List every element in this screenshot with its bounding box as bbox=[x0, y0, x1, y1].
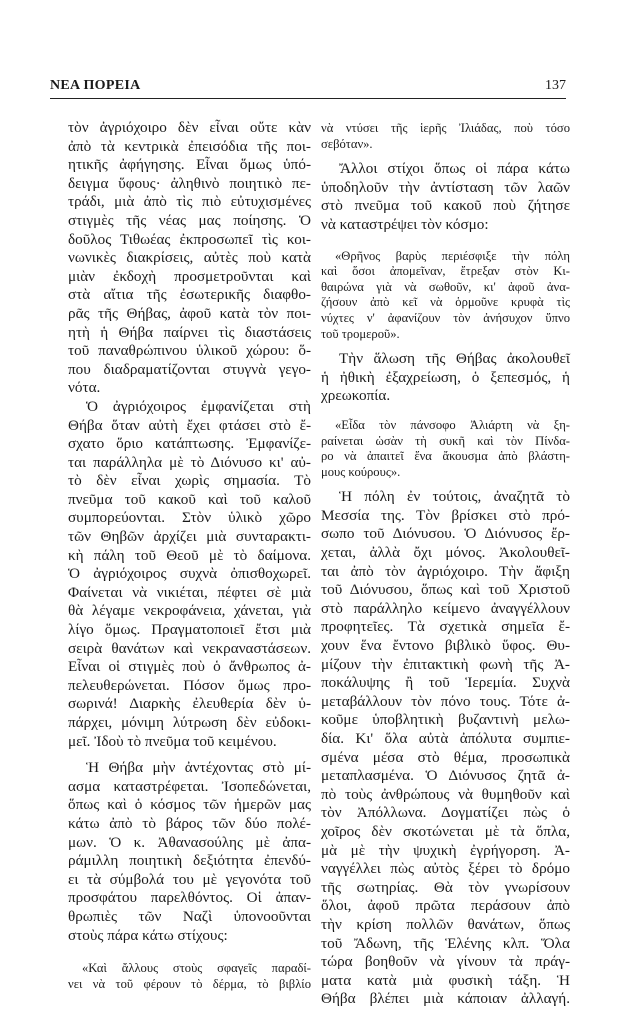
block-quote bbox=[321, 121, 570, 152]
text-line: Ἡ πόλη ἐν τούτοις, ἀναζητᾶ τὸ bbox=[339, 488, 570, 506]
paragraph-gap bbox=[68, 751, 311, 759]
text-line: χεται, ἀλλὰ ὄχι μόνος. Ἀκολουθεῖ- bbox=[321, 544, 570, 562]
text-line: θαιρώνα γιὰ νὰ σωθοῦν, κι' ἀφοῦ ἀνα- bbox=[321, 279, 570, 294]
paragraph bbox=[321, 350, 570, 406]
text-line: δειγμα ὕφους· ἀληθινὸ ποιητικὸ πε- bbox=[68, 174, 311, 192]
text-line: Ὁ ἀγριόχοιρος ἐμφανίζεται στὴ bbox=[86, 397, 311, 415]
text-line: σμένα μέσα στὸ θέμα, προσωπικὰ bbox=[321, 748, 570, 766]
text-line: μεταπλασμένα. Ὁ Διόνυσος ζητᾶ ἀ- bbox=[321, 767, 570, 785]
page-number: 137 bbox=[545, 78, 566, 93]
paragraph bbox=[321, 488, 570, 1009]
text-line: σειρὰ θανάτων καὶ νεκραναστάσεων. bbox=[68, 639, 311, 657]
text-line: προφητεῖες. Τὰ σχετικὰ σημεῖα ἔ- bbox=[321, 618, 570, 636]
text-line: «Καὶ ἄλλους στοὺς σφαγεῖς παραδί- bbox=[82, 961, 311, 976]
text-line: προσφάτου παρελθόντος. Οἱ ἀπαν- bbox=[68, 889, 311, 907]
text-line: Μεσσία της. Τὸν βρίσκει στὸ πρό- bbox=[321, 506, 570, 524]
text-line: στοὺς πάρα κάτω στίχους: bbox=[68, 926, 228, 944]
text-line: κὴ πάλη τοῦ Θεοῦ μὲ τὸ δαίμονα. bbox=[68, 546, 311, 564]
text-line: καὶ ὅσοι ἀπομεῖναν, ἔτρεξαν στὸν Κι- bbox=[321, 264, 570, 279]
text-line: θρωπιὲς τῶν Ναζὶ ὑπονοοῦνται bbox=[68, 907, 311, 925]
text-line: ὑποδηλοῦν τὴν ἀντίσταση τῶν λαῶν bbox=[321, 178, 570, 196]
text-line: σεβόταν». bbox=[321, 136, 373, 151]
running-title: ΝΕΑ ΠΟΡΕΙΑ bbox=[50, 78, 141, 93]
left-column bbox=[68, 119, 311, 1000]
text-line: τὸν Ἀπόλλωνα. Δογματίζει πὼς ὁ bbox=[321, 804, 570, 822]
text-line: χουν ἕνα ἔντονο βιβλικὸ ὕφος. Θυ- bbox=[321, 637, 570, 655]
text-line: «Θρῆνος βαρὺς περιέσφιξε τὴν πόλη bbox=[335, 248, 570, 263]
text-line: τοῦ τρομεροῦ». bbox=[321, 326, 400, 341]
text-line: μεταβάλλουν τὸν πόνο τους. Τότε ἀ- bbox=[321, 692, 570, 710]
text-line: μους κούρους». bbox=[321, 464, 401, 479]
text-line: τὸ δὲν εἶναι χωρὶς σημασία. Τὸ bbox=[68, 472, 311, 490]
text-line: ἀπὸ τὰ κεντρικὰ ἐπεισόδια τῆς ποι- bbox=[68, 137, 311, 155]
text-line: ὅλοι, ἀφοῦ πρῶτα περάσουν ἀπὸ bbox=[321, 897, 570, 915]
text-line: μίζουν τὴν ἐπιτακτικὴ φωνὴ τῆς Ἀ- bbox=[321, 655, 570, 673]
block-quote bbox=[68, 961, 311, 992]
text-line: νωνικὲς διακρίσεις, αὐτὲς ποὺ κατὰ bbox=[68, 249, 311, 267]
text-line: Θήβα ὅταν αὐτὴ ἔχει φτάσει στὸ ἔ- bbox=[68, 416, 311, 434]
text-line: Φαίνεται νὰ νικιέται, πέφτει σὲ μιὰ bbox=[68, 583, 311, 601]
running-header bbox=[50, 78, 566, 99]
text-line: σωρινά! Διαρκὴς ἐλευθερία δὲν ὑ- bbox=[68, 695, 311, 713]
text-line: τοῦ Διόνυσου, ὅπως καὶ τοῦ Χριστοῦ bbox=[321, 581, 570, 599]
text-line: τῆς σωτηρίας. Θὰ τὸν γνωρίσουν bbox=[321, 878, 570, 896]
block-quote bbox=[321, 249, 570, 343]
text-line: Τὴν ἅλωση τῆς Θήβας ἀκολουθεῖ bbox=[339, 350, 570, 368]
text-line: κάτω ἀπὸ τὸ βάρος τῶν δύο πολέ- bbox=[68, 814, 311, 832]
text-line: πὸ τοὺς ἀνθρώπους νὰ θυμηθοῦν καὶ bbox=[321, 785, 570, 803]
text-line: Θήβα βλέπει μιὰ κάποιαν ἀλλαγή. bbox=[321, 990, 570, 1008]
text-line: στὸ παράλληλο κείμενο ἀναγγέλλουν bbox=[321, 599, 570, 617]
paragraph bbox=[68, 759, 311, 945]
text-line: τοῦ Ἄδωνη, τῆς Ἑλένης κλπ. Ὅλα bbox=[321, 934, 570, 952]
text-line: τώρα βοηθοῦν νὰ γίνουν τὰ πράγ- bbox=[321, 953, 570, 971]
text-line: ζήσουν ἀπὸ κεῖ νὰ ὁρμοῦνε κρυφὰ τὶς bbox=[321, 295, 570, 310]
text-line: τὴν κρίση πολλῶν θανάτων, ὅπως bbox=[321, 915, 570, 933]
text-line: τοῦ παναθρώπινου ὑλικοῦ χώρου: ὅ- bbox=[68, 342, 311, 360]
text-line: στὰ αἴτια τῆς ἐσωτερικῆς διαφθο- bbox=[68, 286, 311, 304]
text-line: τὸν ἀγριόχοιρο δὲν εἶναι οὔτε κὰν bbox=[68, 119, 311, 136]
text-line: ναγγέλλει πὼς αὐτὸς ξέρει τὸ δρόμο bbox=[321, 860, 570, 878]
text-line: θὰ λέγαμε νεκροφάνεια, χάνεται, γιὰ bbox=[68, 602, 311, 620]
text-line: ει τὰ σύμβολά του μὲ γεγονότα τοῦ bbox=[68, 870, 311, 888]
text-line: μεῖ. Ἰδοὺ τὸ πνεῦμα τοῦ κειμένου. bbox=[68, 732, 277, 750]
text-line: ρο νὰ ἀπαιτεῖ ἕνα ἄκουσμα ἀπὸ βλάστη- bbox=[321, 449, 570, 464]
paragraph bbox=[68, 119, 311, 398]
text-line: Εἶναι οἱ στιγμὲς ποὺ ὁ ἄνθρωπος ἀ- bbox=[68, 658, 311, 676]
text-line: Ὁ ἀγριόχοιρος συχνὰ ὀπισθοχωρεῖ. bbox=[68, 565, 311, 583]
text-line: σχατο ὅριο κατάπτωσης. Ἐμφανίζε- bbox=[68, 435, 311, 453]
text-line: νει νὰ τοῦ φέρουν τὸ δέρμα, τὸ βιβλίο bbox=[68, 976, 311, 991]
text-line: πνεῦμα τοῦ κακοῦ καὶ τοῦ καλοῦ bbox=[68, 490, 311, 508]
text-line: πελευθερώνεται. Πόσον ὅμως προ- bbox=[68, 676, 311, 694]
text-line: τῶν Θηβῶν ἀρχίζει μιὰ συνταρακτι- bbox=[68, 528, 311, 546]
text-line: στιγμὲς τῆς νέας μας ποίησης. Ὁ bbox=[68, 211, 311, 229]
text-line: ράμιλλη ποιητικὴ δεξιότητα ἐπενδύ- bbox=[68, 852, 311, 870]
text-line: ται παράλληλα μὲ τὸ Διόνυσο κι' αὐ- bbox=[68, 453, 311, 471]
text-line: χοῖρος δὲν σκοτώνεται μὲ τὰ ὅπλα, bbox=[321, 822, 570, 840]
text-line: ρᾶς τῆς Θήβας, ἀφοῦ κατὰ τὸν ποι- bbox=[68, 304, 311, 322]
text-line: «Εἶδα τὸν πάνσοφο Ἀλιάρτη νὰ ξη- bbox=[335, 417, 570, 432]
text-line: ραίνεται ὡσὰν τὴ συκῆ καὶ τὸν Πίνδα- bbox=[321, 433, 570, 448]
text-line: λίγο ὅμως. Πραγματοποιεῖ ἔτσι μιὰ bbox=[68, 621, 311, 639]
text-line: ητικῆς ἀφήγησης. Εἶναι ὅμως ὑπό- bbox=[68, 156, 311, 174]
block-quote bbox=[321, 418, 570, 480]
text-line: που διαδραματίζονται στυγνὰ γεγο- bbox=[68, 360, 311, 378]
text-line: στὸ πνεῦμα τοῦ κακοῦ ποὺ ζήτησε bbox=[321, 197, 570, 215]
text-line: συμπορεύονται. Στὸν ὑλικὸ χῶρο bbox=[68, 509, 311, 527]
text-line: δοῦλος Τιθωέας ἐκπροσωπεῖ τὶς κοι- bbox=[68, 230, 311, 248]
text-line: Ἄλλοι στίχοι ὅπως οἱ πάρα κάτω bbox=[339, 160, 570, 178]
text-line: Ἡ Θήβα μὴν ἀντέχοντας στὸ μί- bbox=[86, 759, 311, 777]
text-line: νύχτες ν' ἀφανίζουν τὸν ἀνήσυχον ὕπνο bbox=[321, 310, 570, 325]
text-line: μὰ μὲ τὴν ψυχικὴ ἐγρήγορση. Ἀ- bbox=[321, 841, 570, 859]
text-line: νὰ καταστρέψει τὸν κόσμο: bbox=[321, 215, 489, 233]
text-line: ασμα καταστρέφεται. Ἰσοπεδώνεται, bbox=[68, 777, 311, 795]
text-line: ὅπως καὶ ὁ κόσμος τῶν ἡμερῶν μας bbox=[68, 796, 311, 814]
text-line: δία. Κι' ὅλα αὐτὰ ἀπόλυτα συμπιε- bbox=[321, 730, 570, 747]
right-column bbox=[321, 119, 570, 1009]
text-line: μιὰν ἐκδοχὴ προσμετροῦνται καὶ bbox=[68, 267, 311, 285]
text-line: ματα κατὰ μιὰ φυσικὴ τάξη. Ἡ bbox=[321, 971, 570, 989]
text-line: τράδι, μιὰ ἀπὸ τὶς πιὸ εὐτυχισμένες bbox=[68, 193, 311, 211]
text-line: νὰ ντύσει τῆς ἱερῆς Ἰλιάδας, ποὺ τόσο bbox=[321, 121, 570, 135]
text-line: νότα. bbox=[68, 379, 101, 397]
text-line: πάρχει, μόνιμη λύτρωση δὲν εὐδοκι- bbox=[68, 714, 311, 731]
text-line: σωπο τοῦ Διόνυσου. Ὁ Διόνυσος ἔρ- bbox=[321, 525, 570, 543]
text-line: ποκάλυψης ἢ τοῦ Ἱερεμία. Συχνὰ bbox=[321, 674, 570, 692]
text-line: ται ἀπὸ τὸν ἀγριόχοιρο. Τὴν ἄφιξη bbox=[321, 562, 570, 580]
paragraph bbox=[68, 398, 311, 751]
text-line: μων. Ὁ κ. Ἀθανασούλης μὲ ἀπα- bbox=[68, 833, 311, 851]
paragraph bbox=[321, 160, 570, 234]
text-line: χρεωκοπία. bbox=[321, 387, 391, 405]
text-line: ἡ ἠθικὴ ἐξαχρείωση, ὁ ξεπεσμός, ἡ bbox=[321, 368, 570, 386]
text-line: κοῦμε ὑποβλητικὴ βυζαντινὴ μελω- bbox=[321, 711, 570, 729]
text-line: ητὴ ἡ Θήβα παίρνει τὶς διαστάσεις bbox=[68, 323, 311, 341]
